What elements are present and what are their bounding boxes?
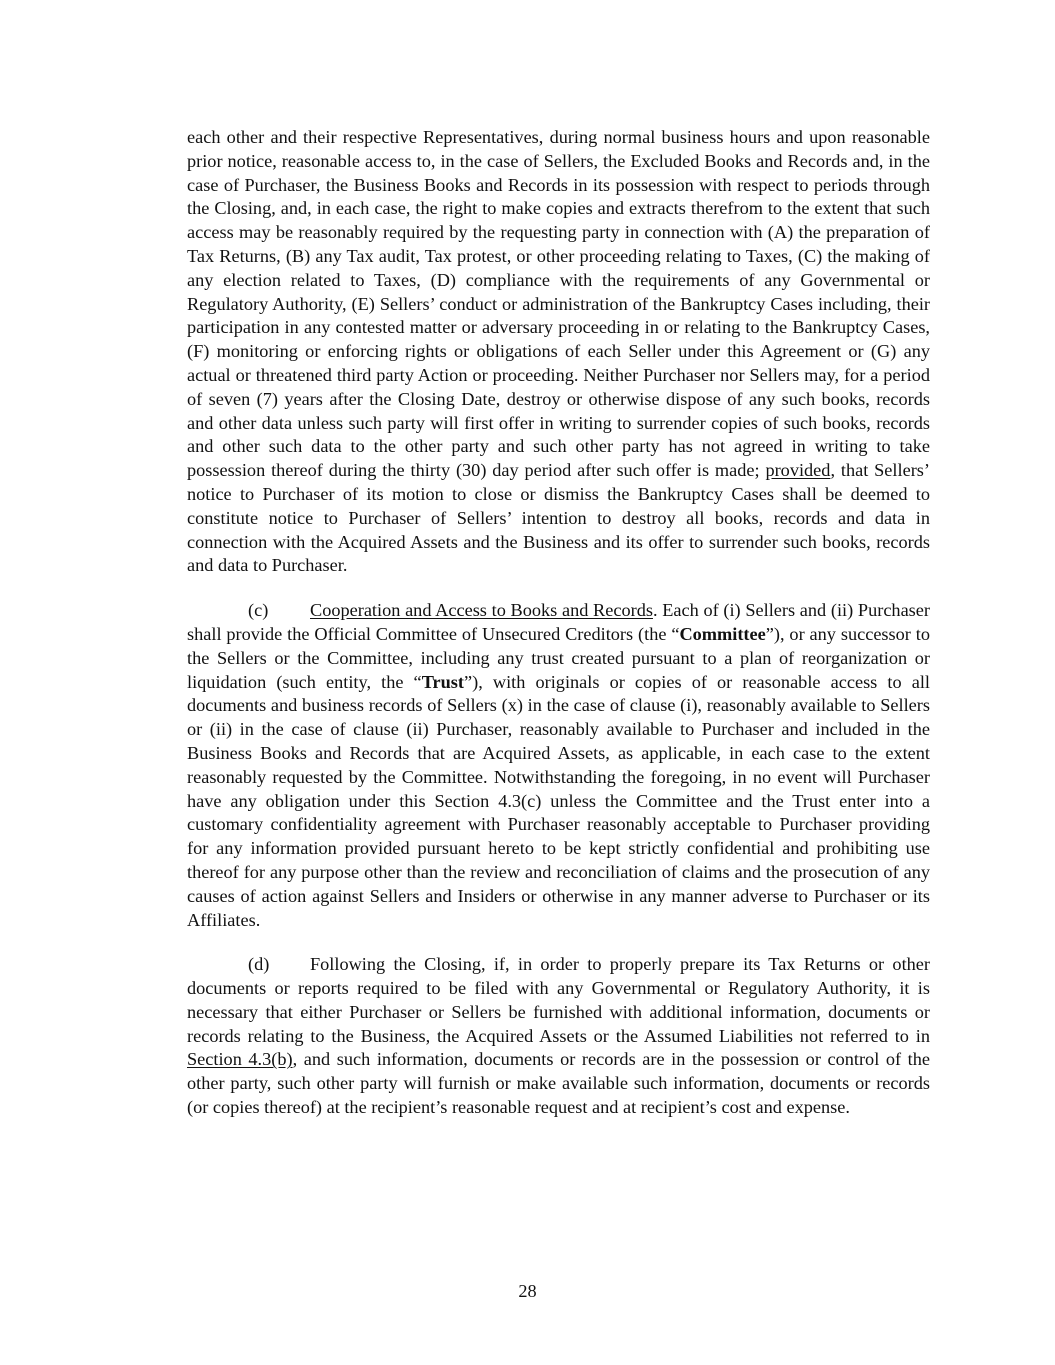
- paragraph-text: ”), or any successor to the Sellers or the Committee, including any trust created pursuant to a plan of reorganization or liquidation (such entity, the “: [187, 623, 931, 692]
- paragraph-c-cooperation: [187, 599, 930, 932]
- clause-label-d: (d): [248, 954, 270, 975]
- paragraph-access-to-records: [187, 126, 930, 578]
- defined-term-committee: Committee: [679, 623, 766, 644]
- paragraph-text: , that Sellers’ notice to Purchaser of its motion to close or dismiss the Bankruptcy Cases shall be deemed to constitute notice to Purchaser of Sellers’ intention to destroy all books, records and data in connection with the Acquired Assets and the Business and its offer to surrender such books, records and data to Purchaser.: [187, 460, 930, 576]
- defined-term-trust: Trust: [421, 671, 465, 692]
- page-number: 28: [518, 1281, 537, 1301]
- paragraph-text: , and such information, documents or records are in the possession or control of the other party, such other party will furnish or make available such information, documents or records (or copies thereof) at the recipient’s reasonable request and at recipient’s cost and expense.: [187, 1049, 930, 1118]
- document-body: [187, 126, 930, 1120]
- provided-term: provided: [765, 460, 831, 481]
- paragraph-text: ”), with originals or copies of or reasonable access to all documents and business records of Sellers (x) in the case of clause (i), reasonably available to Sellers or (ii) in the case of clause (ii) Purchaser, reasonably available to Purchaser and included in the Business Books and Records that are Acquired Assets, as applicable, in each case to the extent reasonably requested by the Committee. Notwithstanding the foregoing, in no event will Purchaser have any obligation under this Section 4.3(c) unless the Committee and the Trust enter into a customary confidentiality agreement with Purchaser reasonably acceptable to Purchaser providing for any information provided pursuant hereto to be kept strictly confidential and prohibiting use thereof for any purpose other than the review and reconciliation of claims and the prosecution of any causes of action against Sellers and Insiders or otherwise in any manner adverse to Purchaser or its Affiliates.: [187, 671, 930, 930]
- paragraph-text: Following the Closing, if, in order to properly prepare its Tax Returns or other documents or reports required to be filed with any Governmental or Regulatory Authority, it is necessary that either Purchaser or Sellers be furnished with additional information, documents or records relating to the Business, the Acquired Assets or the Assumed Liabilities not referred to in: [187, 954, 930, 1046]
- paragraph-d-following-closing: [187, 953, 930, 1120]
- paragraph-text: each other and their respective Representatives, during normal business hours and upon reasonable prior notice, reasonable access to, in the case of Sellers, the Excluded Books and Records and, in the case of Purchaser, the Business Books and Records in its possession with respect to periods through the Closing, and, in each case, the right to make copies and extracts therefrom to the extent that such access may be reasonably required by the requesting party in connection with (A) the preparation of Tax Returns, (B) any Tax audit, Tax protest, or other proceeding relating to Taxes, (C) the making of any election related to Taxes, (D) compliance with the requirements of any Governmental or Regulatory Authority, (E) Sellers’ conduct or administration of the Bankruptcy Cases including, their participation in any contested matter or adversary proceeding in or relating to the Bankruptcy Cases, (F) monitoring or enforcing rights or obligations of each Seller under this Agreement or (G) any actual or threatened third party Action or proceeding. Neither Purchaser nor Sellers may, for a period of seven (7) years after the Closing Date, destroy or otherwise dispose of any such books, records and other data unless such party will first offer in writing to surrender copies of such books, records and other such data to the other party and such other party has not agreed in writing to take possession thereof during the thirty (30) day period after such offer is made;: [187, 127, 930, 481]
- paragraph-text: . Each of (i) Sellers and (ii) Purchaser shall provide the Official Committee of Unsecured Creditors (the “: [187, 600, 930, 644]
- clause-label-c: (c): [248, 600, 269, 621]
- clause-heading: Cooperation and Access to Books and Records: [310, 600, 653, 621]
- section-reference: Section 4.3(b): [187, 1049, 293, 1070]
